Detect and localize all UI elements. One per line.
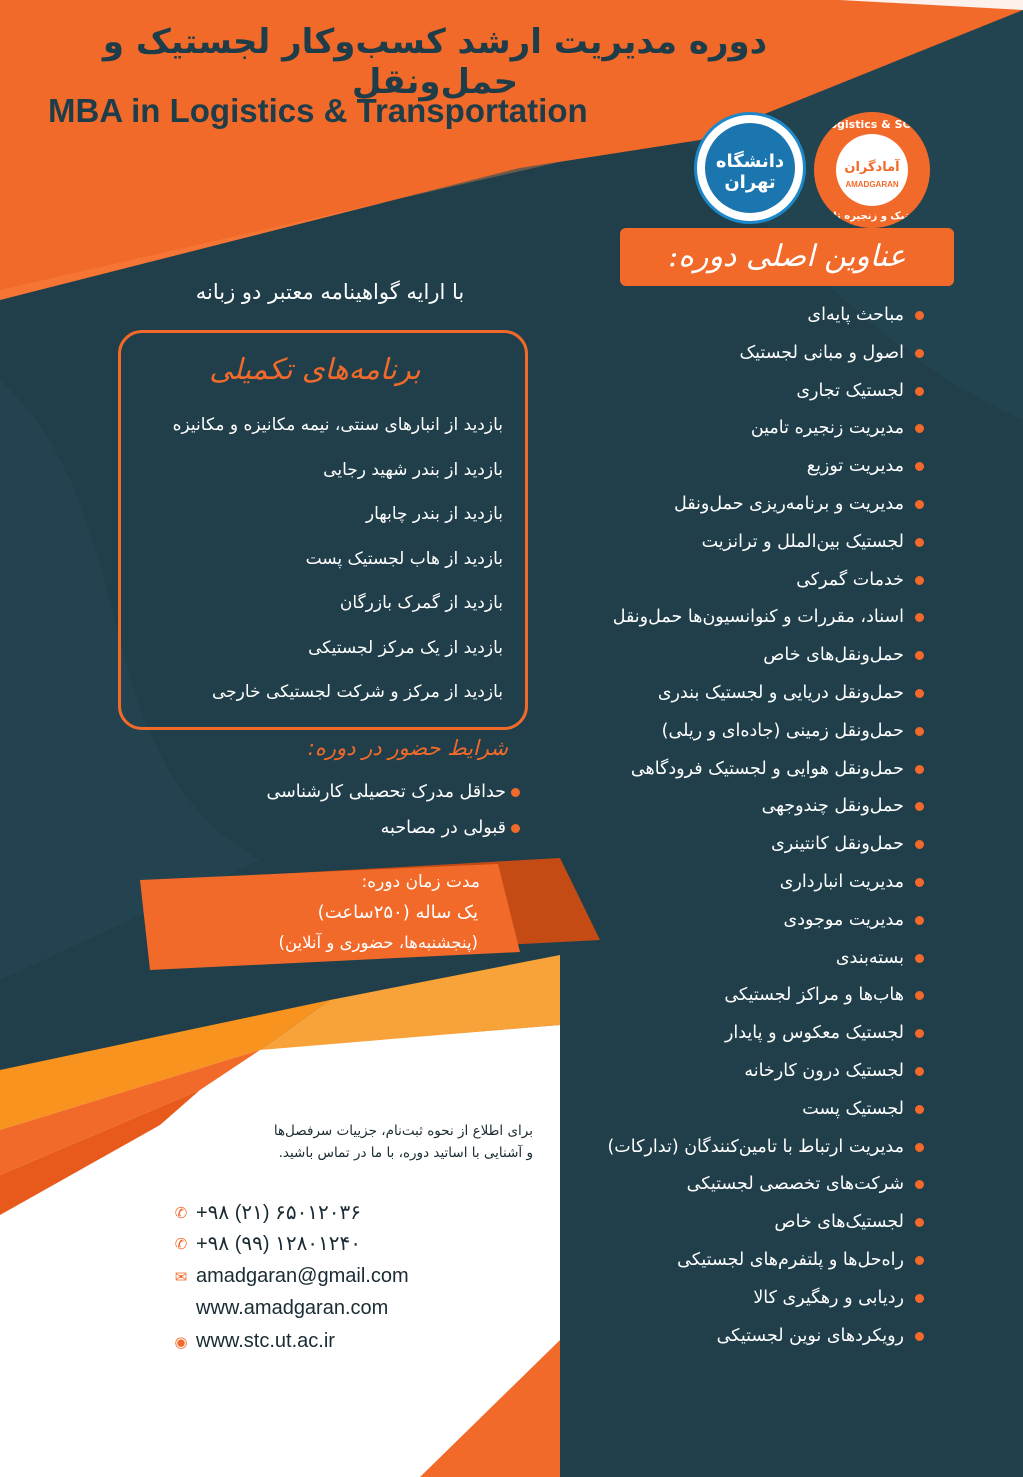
supplementary-item <box>130 672 503 717</box>
supplementary-item-text: بازدید از انبارهای سنتی، نیمه مکانیزه و مکانیزه <box>172 415 503 435</box>
supplementary-item <box>130 494 503 539</box>
main-topic-item-text: اصول و مبانی لجستیک <box>739 342 904 363</box>
main-topic-item <box>570 754 918 792</box>
main-topic-item <box>570 1283 918 1321</box>
bullet-dot-icon <box>915 954 924 963</box>
phone-icon: ✆ <box>174 1204 188 1222</box>
main-topic-item <box>570 716 918 754</box>
website-row-1 <box>172 1297 388 1320</box>
main-topic-item-text: لجستیک‌های خاص <box>774 1212 904 1233</box>
contact-note-line-2: و آشنایی با اساتید دوره، با ما در تماس باشید. <box>278 1145 533 1161</box>
supplementary-programs-list <box>130 405 503 717</box>
phone-row-2 <box>172 1231 361 1256</box>
main-topic-item <box>570 413 918 451</box>
bullet-dot-icon <box>915 311 924 320</box>
bullet-dot-icon <box>915 878 924 887</box>
contact-note <box>255 1120 533 1164</box>
phone-row-1 <box>172 1200 361 1225</box>
main-topic-item-text: حمل‌ونقل زمینی (جاده‌ای و ریلی) <box>661 720 904 741</box>
main-topic-item-text: حمل‌ونقل کانتینری <box>771 834 904 855</box>
supplementary-item <box>130 628 503 673</box>
globe-icon: ◉ <box>174 1333 188 1351</box>
amadgaran-ring-subtext: لجستیک و زنجیره تامین <box>814 211 930 222</box>
main-topic-item <box>570 829 918 867</box>
supplementary-item <box>130 405 503 450</box>
bullet-dot-icon <box>915 1143 924 1152</box>
main-topic-item-text: حمل‌ونقل‌های خاص <box>763 645 904 666</box>
bullet-dot-icon <box>915 1332 924 1341</box>
main-topics-header: عناوین اصلی دوره: <box>620 228 954 286</box>
main-topic-item-text: لجستیک درون کارخانه <box>744 1060 904 1081</box>
supplementary-item-text: بازدید از بندر شهید رجایی <box>323 459 503 480</box>
main-topic-item <box>570 905 918 943</box>
conditions-list <box>210 776 520 848</box>
bullet-dot-icon <box>915 916 924 925</box>
main-topic-item-text: بسته‌بندی <box>835 947 904 968</box>
email-row <box>172 1265 409 1288</box>
duration-title: مدت زمان دوره: <box>361 872 480 892</box>
amadgaran-ring-text: Logistics & SCM <box>822 118 922 131</box>
bullet-dot-icon <box>915 387 924 396</box>
main-topic-item <box>570 602 918 640</box>
bullet-dot-icon <box>915 689 924 698</box>
certificate-note: با ارایه گواهینامه معتبر دو زبانه <box>195 280 465 304</box>
supplementary-programs-title: برنامه‌های تکمیلی <box>209 352 421 386</box>
main-topic-item <box>570 1321 918 1359</box>
supplementary-item <box>130 450 503 495</box>
main-topic-item <box>570 1018 918 1056</box>
main-topic-item-text: اسناد، مقررات و کنوانسیون‌ها حمل‌ونقل <box>612 607 904 628</box>
amadgaran-logo <box>814 112 930 228</box>
main-topic-item-text: راه‌حل‌ها و پلتفرم‌های لجستیکی <box>677 1249 904 1270</box>
main-topic-item-text: مدیریت توزیع <box>806 456 904 477</box>
condition-item-text: حداقل مدرک تحصیلی کارشناسی <box>266 782 506 802</box>
supplementary-item-text: بازدید از یک مرکز لجستیکی <box>308 637 503 658</box>
envelope-icon: ✉ <box>174 1268 188 1286</box>
bullet-dot-icon <box>915 1105 924 1114</box>
university-of-tehran-logo <box>694 112 806 224</box>
bullet-dot-icon <box>915 349 924 358</box>
bullet-dot-icon <box>915 500 924 509</box>
main-topic-item-text: ردیابی و رهگیری کالا <box>753 1287 904 1308</box>
supplementary-item-text: بازدید از گمرک بازرگان <box>339 593 503 613</box>
duration-schedule: (پنجشنبه‌ها، حضوری و آنلاین) <box>278 933 478 952</box>
main-topic-item <box>570 640 918 678</box>
email-link[interactable]: amadgaran@gmail.com <box>196 1265 409 1287</box>
main-topic-item-text: رویکردهای نوین لجستیکی <box>716 1325 904 1346</box>
website-row-2 <box>172 1330 335 1353</box>
supplementary-item-text: بازدید از مرکز و شرکت لجستیکی خارجی <box>212 682 503 702</box>
main-topic-item <box>570 1245 918 1283</box>
main-topic-item-text: حمل‌ونقل چندوجهی <box>761 796 904 817</box>
main-topic-item <box>570 451 918 489</box>
main-topics-list <box>570 300 918 1358</box>
phone-number-2[interactable]: +۹۸ (۹۹) ۱۲۸۰۱۲۴۰ <box>196 1233 362 1255</box>
main-topic-item <box>570 300 918 338</box>
bullet-dot-icon <box>915 1256 924 1265</box>
university-logo-text: دانشگاه تهران <box>715 151 785 193</box>
main-topic-item-text: لجستیک معکوس و پایدار <box>724 1023 904 1044</box>
supplementary-item <box>130 539 503 584</box>
condition-item-text: قبولی در مصاحبه <box>380 818 506 838</box>
supplementary-item <box>130 583 503 628</box>
main-topic-item-text: مدیریت ارتباط با تامین‌کنندگان (تدارکات) <box>607 1136 904 1157</box>
main-topic-item <box>570 1132 918 1170</box>
main-topic-item <box>570 678 918 716</box>
main-topic-item <box>570 565 918 603</box>
page-title-english: MBA in Logistics & Transportation <box>48 92 588 129</box>
bullet-dot-icon <box>915 1067 924 1076</box>
main-topic-item-text: لجستیک تجاری <box>796 380 904 401</box>
phone-number-1[interactable]: +۹۸ (۲۱) ۶۵۰۱۲۰۳۶ <box>196 1202 362 1224</box>
main-topic-item <box>570 489 918 527</box>
supplementary-item-text: بازدید از هاب لجستیک پست <box>305 548 503 569</box>
main-topic-item-text: حمل‌ونقل دریایی و لجستیک بندری <box>657 682 904 703</box>
amadgaran-name-fa: آمادگران <box>844 160 900 175</box>
main-topic-item <box>570 867 918 905</box>
bullet-dot-icon <box>915 1294 924 1303</box>
main-topic-item <box>570 1169 918 1207</box>
main-topic-item <box>570 527 918 565</box>
main-topic-item-text: لجستیک بین‌الملل و ترانزیت <box>701 531 904 552</box>
main-topic-item-text: هاب‌ها و مراکز لجستیکی <box>724 985 904 1006</box>
website-link-1[interactable]: www.amadgaran.com <box>196 1297 389 1319</box>
bullet-dot-icon <box>915 765 924 774</box>
bullet-dot-icon <box>915 576 924 585</box>
condition-item <box>210 812 520 848</box>
main-topic-item-text: لجستیک پست <box>802 1098 904 1119</box>
main-topic-item-text: خدمات گمرکی <box>796 569 904 590</box>
bullet-dot-icon <box>915 538 924 547</box>
main-topic-item-text: حمل‌ونقل هوایی و لجستیک فرودگاهی <box>630 758 904 779</box>
phone-icon: ✆ <box>174 1235 188 1253</box>
main-topic-item <box>570 338 918 376</box>
main-topic-item-text: مدیریت زنجیره تامین <box>750 418 904 439</box>
main-topic-item <box>570 1207 918 1245</box>
conditions-title: شرایط حضور در دوره: <box>307 736 508 760</box>
amadgaran-name-en: AMADGARAN <box>845 180 899 189</box>
main-topic-item <box>570 1056 918 1094</box>
main-topic-item <box>570 1094 918 1132</box>
main-topic-item <box>570 791 918 829</box>
main-topic-item-text: مدیریت موجودی <box>783 909 904 930</box>
bullet-dot-icon <box>511 824 520 833</box>
supplementary-item-text: بازدید از بندر چابهار <box>365 504 503 524</box>
duration-length: یک ساله (۲۵۰ساعت) <box>317 902 478 923</box>
main-topic-item <box>570 376 918 414</box>
condition-item <box>210 776 520 812</box>
bullet-dot-icon <box>511 788 520 797</box>
main-topic-item-text: مباحث پایه‌ای <box>807 305 904 325</box>
main-topic-item-text: مدیریت و برنامه‌ریزی حمل‌ونقل <box>673 493 904 514</box>
main-topic-item-text: مدیریت انبارداری <box>779 871 904 892</box>
main-topic-item <box>570 943 918 981</box>
main-topic-item <box>570 980 918 1018</box>
website-link-2[interactable]: www.stc.ut.ac.ir <box>196 1330 335 1352</box>
contact-note-line-1: برای اطلاع از نحوه ثبت‌نام، جزییات سرفصل‌ها <box>273 1123 533 1139</box>
bullet-dot-icon <box>915 727 924 736</box>
page-title: دوره مدیریت ارشد کسب‌وکار لجستیک و حمل‌ونقل <box>102 22 768 102</box>
main-topic-item-text: شرکت‌های تخصصی لجستیکی <box>686 1174 904 1195</box>
